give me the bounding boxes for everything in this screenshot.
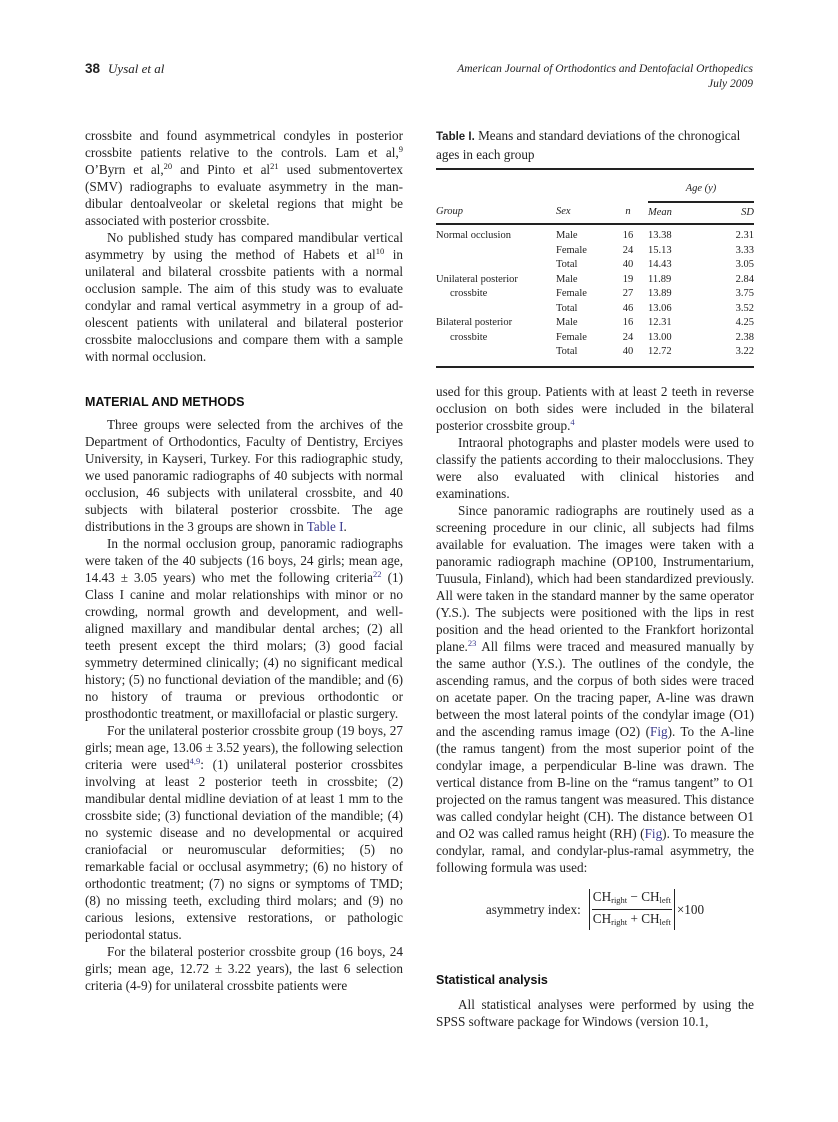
cell-n: 24 bbox=[622, 244, 634, 256]
citation: 10 bbox=[375, 246, 385, 256]
cell-mean: 13.06 bbox=[648, 302, 672, 314]
citation-link[interactable]: 23 bbox=[467, 638, 477, 648]
multiplier: ×100 bbox=[676, 902, 705, 917]
text: ). To measure the condylar, ramal, and condylar-plus-ramal asymmetry, the following formula was used: bbox=[436, 826, 754, 875]
table-row bbox=[436, 224, 754, 244]
text: in unilateral and bilateral crossbite patients with a normal occlusion sample. The aim of this study was to evaluate condylar and ramal vertical asymmetry in a group of adolescent patients with unilateral and bilateral posterior crossbite malocclusions and compare them with a sample with normal occlusion. bbox=[85, 247, 403, 364]
table-1 bbox=[436, 127, 754, 368]
citation-link[interactable]: 4,9 bbox=[189, 756, 201, 766]
page-number: 38 bbox=[85, 61, 101, 76]
caption-text: Means and standard deviations of the chronogical ages in each group bbox=[436, 128, 741, 162]
cell-group: Bilateral posterior bbox=[436, 317, 513, 328]
paragraph bbox=[436, 434, 754, 502]
cell-mean: 13.38 bbox=[648, 230, 672, 241]
running-header-right bbox=[457, 62, 753, 92]
running-header-left bbox=[85, 61, 164, 77]
running-authors: Uysal et al bbox=[108, 61, 165, 76]
column-header-sex: Sex bbox=[556, 202, 608, 225]
cell-group: Normal occlusion bbox=[436, 230, 511, 241]
cell-sex: Total bbox=[556, 302, 578, 314]
cell-mean: 13.00 bbox=[648, 331, 672, 343]
text: O’Byrn et al, bbox=[85, 162, 164, 177]
figure-link[interactable]: Fig bbox=[649, 724, 668, 739]
cell-sd: 2.38 bbox=[735, 331, 754, 343]
cell-group bbox=[436, 302, 556, 317]
cell-n: 16 bbox=[622, 230, 634, 241]
citation: 9 bbox=[398, 144, 403, 154]
cell-group: crossbite bbox=[450, 288, 488, 299]
right-column bbox=[436, 383, 754, 1030]
table-row bbox=[436, 331, 754, 346]
cell-group bbox=[436, 244, 556, 259]
column-header-mean: Mean bbox=[648, 202, 710, 225]
text: All films were traced and measured manually by the same author (Y.S.). The outlines of the condyle, the ascending ramus, and the corpus of both sides were traced on acetate paper. On the tracing paper, A-line was drawn between the most lateral points of the condylar image (O1) and the ascending ramus image (O2) ( bbox=[436, 639, 754, 739]
cell-group: crossbite bbox=[450, 331, 488, 343]
text: (1) Class I canine and molar relationships with minor or no crowding, normal growth and development, and well-aligned maxillary and mandibular dental arches; (2) all teeth present except the third molars; (3) good facial symmetry determined clinically; (4) no significant medical history; (5) no functional deviation of the mandible; and (6) no history of trauma or previous orthodontic or prosthodontic treatment, or maxillofacial or plastic surgery. bbox=[85, 570, 403, 721]
text: ). To the A-line (the ramus tangent) from the most superior point of the condylar image, a perpendicular B-line was drawn. The vertical distance from B-line on the “ramus tangent” to O1 projected on the ramus tangent was measured. This distance was called condylar height (CH). The distance between O1 and O2 was called ramus height (RH) ( bbox=[436, 724, 755, 841]
table-row bbox=[436, 345, 754, 367]
numerator: $CH_{right} - CH_{left}$ bbox=[592, 889, 672, 910]
formula-label: asymmetry index: bbox=[485, 902, 581, 917]
cell-sd: 3.75 bbox=[735, 288, 754, 299]
cell-n: 19 bbox=[622, 273, 634, 285]
text: : (1) unilateral posterior crossbites involving at least 2 posterior teeth in crossbite; (2) mandibular dental midline deviation of at least 1 mm to the crossbite side; (3) functional deviation of the mandible; (4) no systemic disease and no developmental or acquired craniofacial or neuromuscular deformities; (5) no remarkable facial or occlusal asymmetry; (6) no history of orthodontic treatment; (7) no signs or symptoms of TMD; (8) no missing teeth, excluding third molars; and (9) no carious lesions, extensive restorations, or pathologic periodontal status. bbox=[85, 757, 403, 942]
cell-group bbox=[436, 345, 556, 367]
paragraph bbox=[436, 502, 754, 876]
cell-sd: 3.52 bbox=[735, 302, 754, 314]
cell-mean: 11.89 bbox=[648, 273, 672, 285]
text: In the normal occlusion group, panoramic radiographs were taken of the 40 subjects (16 boys, 24 girls; mean age, 14.43 ± 3.05 years) who met the following criteria bbox=[85, 536, 403, 585]
table-row bbox=[436, 316, 754, 331]
text: and Pinto et al bbox=[172, 162, 271, 177]
table-row bbox=[436, 302, 754, 317]
figure-link[interactable]: Fig bbox=[644, 826, 663, 841]
cell-sd: 3.05 bbox=[735, 259, 754, 270]
text: For the bilateral posterior crossbite group (16 boys, 24 girls; mean age, 12.72 ± 3.22 years), the last 6 selection criteria (4-9) for unilateral crossbite patients were bbox=[85, 944, 403, 993]
left-column bbox=[85, 127, 403, 994]
text: For the unilateral posterior crossbite group (19 boys, 27 girls; mean age, 13.06 ± 3.52 years), the following selection criteria were used bbox=[85, 723, 403, 772]
cell-sd: 3.22 bbox=[735, 346, 754, 357]
cell-sex: Female bbox=[556, 244, 587, 256]
text: Three groups were selected from the archives of the Department of Orthodontics, Faculty of Dentistry, Erciyes University, in Kayseri, Turkey. For this radiographic study, we used panoramic radiographs of 40 subjects with normal occlusion, 46 subjects with unilateral crossbite, and 40 subjects with bilateral posterior crossbite. The age distributions in the 3 groups are shown in bbox=[85, 417, 403, 534]
column-header-sd: SD bbox=[710, 202, 754, 225]
section-heading-methods: MATERIAL AND METHODS bbox=[85, 395, 245, 409]
citation-link[interactable]: 22 bbox=[373, 569, 382, 579]
paragraph bbox=[85, 943, 403, 994]
citation: 21 bbox=[270, 161, 279, 171]
age-spanner-header: Age (y) bbox=[685, 183, 717, 194]
cell-sd: 3.33 bbox=[735, 244, 754, 256]
cell-n: 27 bbox=[622, 288, 634, 299]
paragraph bbox=[85, 722, 403, 943]
table-caption bbox=[436, 127, 754, 168]
cell-mean: 12.72 bbox=[648, 346, 672, 357]
cell-n: 16 bbox=[622, 317, 634, 328]
paragraph bbox=[85, 535, 403, 722]
cell-sex: Total bbox=[556, 346, 578, 357]
table-row bbox=[436, 287, 754, 302]
section-heading-statistical-analysis: Statistical analysis bbox=[436, 973, 548, 987]
cell-mean: 14.43 bbox=[648, 259, 672, 270]
cell-sex: Female bbox=[556, 288, 587, 299]
cell-sd: 4.25 bbox=[735, 317, 754, 328]
cell-n: 40 bbox=[622, 346, 634, 357]
paragraph bbox=[436, 996, 754, 1030]
fraction bbox=[592, 889, 672, 930]
column-header-group: Group bbox=[436, 202, 556, 225]
text: used for this group. Patients with at least 2 teeth in reverse occlusion on both sides were included in the bilateral posterior crossbite group. bbox=[436, 384, 754, 433]
cell-sd: 2.31 bbox=[735, 230, 754, 241]
cell-group bbox=[436, 258, 556, 273]
cell-sex: Total bbox=[556, 259, 578, 270]
cell-sex: Female bbox=[556, 331, 587, 343]
asymmetry-index-formula bbox=[436, 889, 754, 930]
absolute-value bbox=[589, 889, 675, 930]
cell-sex: Male bbox=[556, 230, 578, 241]
table-row bbox=[436, 258, 754, 273]
table-link[interactable]: Table I bbox=[306, 519, 344, 534]
paragraph bbox=[85, 416, 403, 535]
cell-group: Unilateral posterior bbox=[436, 273, 518, 285]
cell-sex: Male bbox=[556, 317, 578, 328]
column-header-n: n bbox=[608, 202, 648, 225]
text: No published study has compared mandibular vertical asymmetry by using the method of Habets et al bbox=[85, 230, 403, 262]
paragraph bbox=[85, 229, 403, 365]
cell-n: 24 bbox=[622, 331, 634, 343]
text: . bbox=[343, 519, 347, 534]
issue-date: July 2009 bbox=[707, 78, 753, 90]
citation: 20 bbox=[163, 161, 173, 171]
cell-sex: Male bbox=[556, 273, 578, 285]
text: Intraoral photographs and plaster models were used to classify the patients according to their malocclusions. They were also evaluated with clinical histories and examinations. bbox=[436, 435, 754, 501]
cell-mean: 13.89 bbox=[648, 288, 672, 299]
cell-n: 40 bbox=[622, 259, 634, 270]
text: used submentovertex (SMV) radiographs to evaluate asymmetry in the mandibular dentoalveolar or skeletal regions that might be associated with posterior crossbite. bbox=[85, 162, 404, 228]
denominator: $CH_{right} + CH_{left}$ bbox=[592, 911, 671, 927]
paragraph bbox=[85, 127, 403, 229]
table-label: Table I. bbox=[436, 131, 475, 143]
table-row bbox=[436, 244, 754, 259]
text: All statistical analyses were performed by using the SPSS software package for Windows (version 10.1, bbox=[436, 997, 754, 1029]
cell-mean: 15.13 bbox=[648, 244, 672, 256]
table-row bbox=[436, 273, 754, 288]
citation-link[interactable]: 4 bbox=[570, 417, 575, 427]
paragraph bbox=[436, 383, 754, 434]
text: Since panoramic radiographs are routinely used as a screening procedure in our clinic, all subjects had films available for evaluation. The images were taken with a panoramic radiograph machine (OP100, Instrumentarium, Tuusula, Finland), which had been standardized previously. All were taken in the standard manner by the same operator (Y.S.). The subjects were positioned with the lips in rest position and the head oriented to the Frankfort horizontal plane. bbox=[436, 503, 754, 654]
cell-mean: 12.31 bbox=[648, 317, 672, 328]
text: crossbite and found asymmetrical condyles in posterior crossbite patients relative to the controls. Lam et al, bbox=[85, 128, 403, 160]
journal-title: American Journal of Orthodontics and Dentofacial Orthopedics bbox=[457, 63, 753, 75]
cell-sd: 2.84 bbox=[735, 273, 754, 285]
cell-n: 46 bbox=[622, 302, 634, 314]
age-table bbox=[436, 168, 754, 368]
